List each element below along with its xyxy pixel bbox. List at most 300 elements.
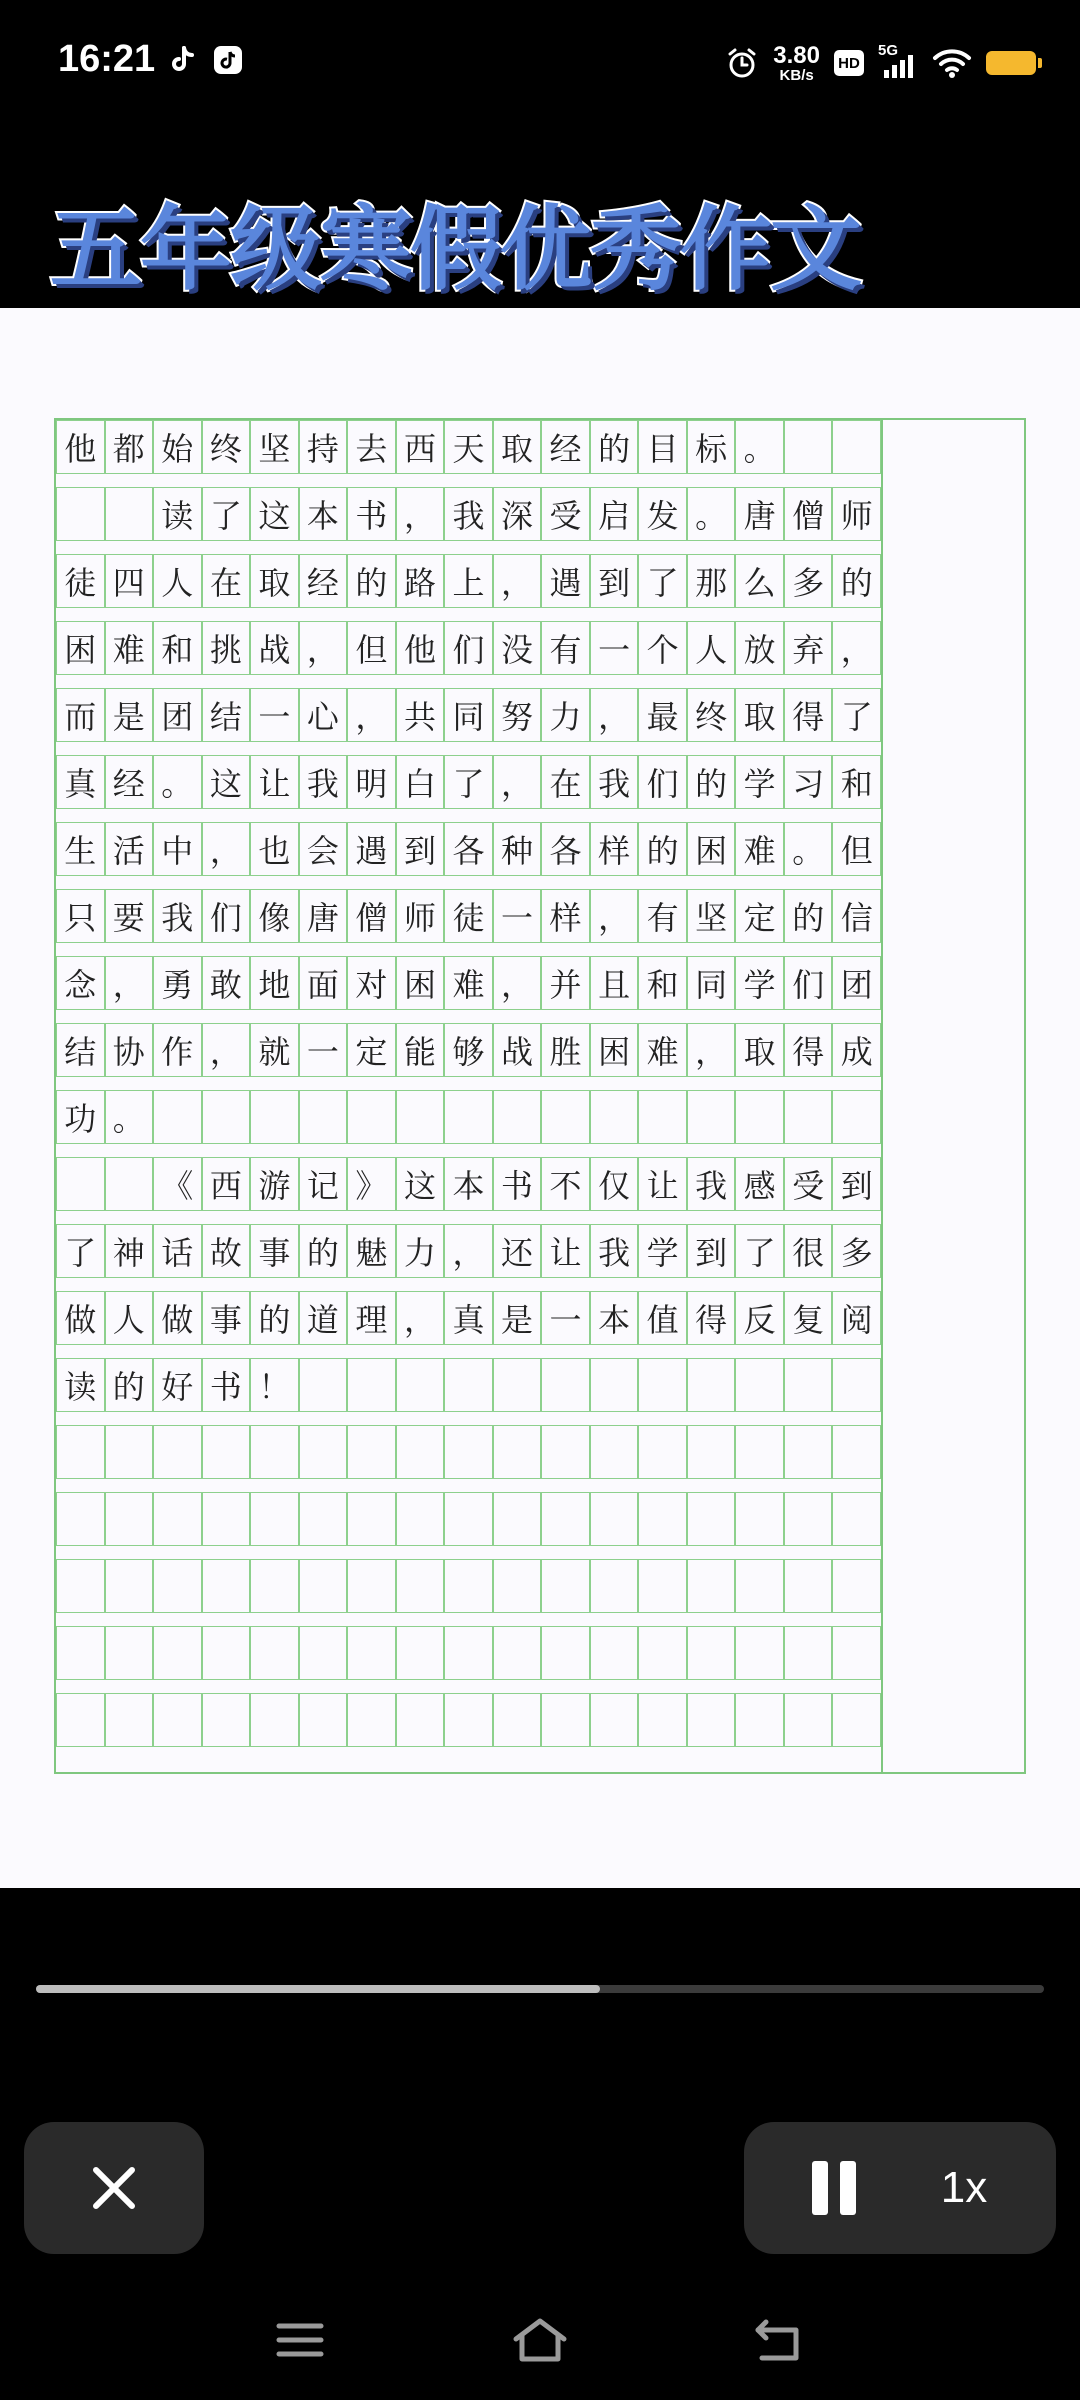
playback-speed-button[interactable]: 1x: [940, 2163, 988, 2212]
status-right-group: [725, 38, 1036, 88]
grid-cell: [687, 1559, 736, 1613]
grid-cell: 成: [832, 1023, 881, 1077]
grid-cell: 一: [590, 621, 639, 675]
grid-cell: [541, 1425, 590, 1479]
grid-cell: 困: [396, 956, 445, 1010]
grid-cell: 这: [396, 1157, 445, 1211]
grid-cell: 同: [444, 688, 493, 742]
grid-cell: [153, 1090, 202, 1144]
music-app-icon: [212, 44, 244, 76]
grid-cell: 故: [202, 1224, 251, 1278]
grid-cell: 困: [590, 1023, 639, 1077]
grid-row: [56, 1157, 881, 1211]
grid-cell: 难: [105, 621, 154, 675]
grid-cell: [299, 1425, 348, 1479]
grid-cell: [784, 420, 833, 474]
grid-cell: [541, 1693, 590, 1747]
grid-cell: 能: [396, 1023, 445, 1077]
grid-cell: 理: [347, 1291, 396, 1345]
grid-cell: 的: [250, 1291, 299, 1345]
grid-cell: 困: [687, 822, 736, 876]
grid-cell: [444, 1425, 493, 1479]
grid-cell: [638, 1425, 687, 1479]
grid-cell: [250, 1559, 299, 1613]
grid-cell: 的: [590, 420, 639, 474]
pause-icon: [812, 2161, 828, 2215]
grid-cell: 且: [590, 956, 639, 1010]
grid-cell: 放: [735, 621, 784, 675]
grid-cell: 发: [638, 487, 687, 541]
system-nav-bar: [0, 2290, 1080, 2400]
grid-cell: [444, 1626, 493, 1680]
grid-cell: 去: [347, 420, 396, 474]
grid-cell: 终: [202, 420, 251, 474]
grid-cell: [493, 1425, 542, 1479]
video-banner: [0, 126, 1080, 308]
grid-cell: [396, 1358, 445, 1412]
grid-cell: 够: [444, 1023, 493, 1077]
grid-cell: 神: [105, 1224, 154, 1278]
grid-cell: 书: [493, 1157, 542, 1211]
grid-cell: [735, 1693, 784, 1747]
grid-cell: 受: [541, 487, 590, 541]
grid-cell: [347, 1492, 396, 1546]
grid-cell: [735, 1425, 784, 1479]
grid-cell: 最: [638, 688, 687, 742]
grid-cell: 困: [56, 621, 105, 675]
grid-cell: 师: [832, 487, 881, 541]
grid-cell: 师: [396, 889, 445, 943]
grid-cell: 了: [202, 487, 251, 541]
grid-cell: [250, 1090, 299, 1144]
close-button[interactable]: [24, 2122, 204, 2254]
grid-cell: 只: [56, 889, 105, 943]
grid-cell: 好: [153, 1358, 202, 1412]
grid-cell: 。: [784, 822, 833, 876]
grid-cell: 了: [56, 1224, 105, 1278]
pause-icon-bar: [840, 2161, 856, 2215]
grid-cell: 有: [638, 889, 687, 943]
net-speed-unit: KB/s: [779, 66, 814, 84]
grid-cell: 面: [299, 956, 348, 1010]
grid-row: [56, 688, 881, 742]
grid-cell: 这: [202, 755, 251, 809]
grid-cell: [687, 1090, 736, 1144]
grid-cell: 读: [56, 1358, 105, 1412]
grid-cell: 遇: [541, 554, 590, 608]
grid-cell: [832, 1626, 881, 1680]
grid-cell: 道: [299, 1291, 348, 1345]
grid-cell: [299, 1358, 348, 1412]
grid-cell: 学: [735, 755, 784, 809]
grid-row: [56, 1425, 881, 1479]
grid-cell: 定: [347, 1023, 396, 1077]
grid-cell: 上: [444, 554, 493, 608]
grid-cell: 种: [493, 822, 542, 876]
banner-title: 五年级寒假优秀作文: [50, 196, 861, 303]
grid-cell: [153, 1693, 202, 1747]
grid-cell: 们: [444, 621, 493, 675]
grid-cell: 了: [735, 1224, 784, 1278]
grid-cell: [153, 1425, 202, 1479]
grid-cell: [347, 1425, 396, 1479]
hd-badge: HD: [834, 50, 864, 76]
grid-cell: [638, 1090, 687, 1144]
grid-cell: [153, 1559, 202, 1613]
grid-cell: 一: [299, 1023, 348, 1077]
grid-cell: [541, 1492, 590, 1546]
grid-cell: 的: [687, 755, 736, 809]
grid-cell: [153, 1492, 202, 1546]
grid-cell: 样: [541, 889, 590, 943]
grid-cell: 取: [250, 554, 299, 608]
grid-cell: 本: [299, 487, 348, 541]
grid-cell: 个: [638, 621, 687, 675]
grid-cell: ！: [250, 1358, 299, 1412]
grid-cell: ，: [590, 688, 639, 742]
grid-cell: 没: [493, 621, 542, 675]
grid-cell: 人: [153, 554, 202, 608]
grid-cell: 们: [202, 889, 251, 943]
grid-cell: 唐: [299, 889, 348, 943]
menu-button[interactable]: [265, 2310, 335, 2370]
grid-row: [56, 1023, 881, 1077]
grid-cell: 坚: [687, 889, 736, 943]
grid-cell: 的: [105, 1358, 154, 1412]
grid-cell: 阅: [832, 1291, 881, 1345]
grid-cell: [299, 1492, 348, 1546]
grid-cell: 游: [250, 1157, 299, 1211]
grid-cell: 不: [541, 1157, 590, 1211]
grid-cell: 各: [444, 822, 493, 876]
grid-cell: [735, 1559, 784, 1613]
grid-cell: ，: [299, 621, 348, 675]
grid-cell: [299, 1559, 348, 1613]
grid-cell: [105, 1626, 154, 1680]
grid-cell: 启: [590, 487, 639, 541]
grid-cell: 多: [784, 554, 833, 608]
grid-cell: 事: [202, 1291, 251, 1345]
grid-cell: [202, 1425, 251, 1479]
signal-icon: [878, 42, 918, 80]
grid-cell: [56, 1157, 105, 1211]
grid-cell: [687, 1492, 736, 1546]
grid-cell: [202, 1693, 251, 1747]
grid-cell: 经: [299, 554, 348, 608]
grid-cell: 深: [493, 487, 542, 541]
grid-cell: 共: [396, 688, 445, 742]
grid-cell: [250, 1626, 299, 1680]
grid-cell: [105, 1425, 154, 1479]
grid-cell: [687, 1425, 736, 1479]
grid-cell: [347, 1090, 396, 1144]
grid-cell: [396, 1492, 445, 1546]
grid-cell: 我: [444, 487, 493, 541]
grid-cell: 目: [638, 420, 687, 474]
grid-cell: 们: [784, 956, 833, 1010]
grid-cell: 经: [105, 755, 154, 809]
grid-cell: [56, 1626, 105, 1680]
grid-cell: 值: [638, 1291, 687, 1345]
grid-cell: [105, 487, 154, 541]
grid-cell: 取: [493, 420, 542, 474]
grid-cell: 记: [299, 1157, 348, 1211]
grid-row: [56, 1693, 881, 1747]
grid-cell: 僧: [784, 487, 833, 541]
grid-cell: [202, 1559, 251, 1613]
grid-cell: 徒: [56, 554, 105, 608]
grid-cell: [105, 1492, 154, 1546]
grid-cell: 做: [56, 1291, 105, 1345]
grid-cell: 反: [735, 1291, 784, 1345]
grid-cell: 了: [832, 688, 881, 742]
grid-cell: 得: [784, 688, 833, 742]
grid-cell: 定: [735, 889, 784, 943]
grid-cell: 坚: [250, 420, 299, 474]
grid-row: [56, 554, 881, 608]
grid-row: [56, 1358, 881, 1412]
grid-cell: 明: [347, 755, 396, 809]
grid-cell: 各: [541, 822, 590, 876]
grid-cell: 力: [541, 688, 590, 742]
grid-cell: 活: [105, 822, 154, 876]
grid-cell: [493, 1492, 542, 1546]
grid-cell: [493, 1090, 542, 1144]
grid-cell: 很: [784, 1224, 833, 1278]
grid-cell: 让: [250, 755, 299, 809]
grid-cell: 我: [299, 755, 348, 809]
grid-cell: 了: [638, 554, 687, 608]
grid-cell: ，: [202, 1023, 251, 1077]
grid-cell: [347, 1693, 396, 1747]
grid-cell: [105, 1559, 154, 1613]
grid-cell: 么: [735, 554, 784, 608]
menu-icon: [275, 2320, 325, 2360]
grid-cell: ，: [832, 621, 881, 675]
grid-cell: 本: [590, 1291, 639, 1345]
grid-cell: 就: [250, 1023, 299, 1077]
grid-cell: 遇: [347, 822, 396, 876]
grid-cell: 复: [784, 1291, 833, 1345]
grid-cell: [299, 1693, 348, 1747]
grid-cell: [541, 1559, 590, 1613]
grid-cell: 都: [105, 420, 154, 474]
grid-cell: 对: [347, 956, 396, 1010]
grid-cell: 持: [299, 420, 348, 474]
grid-cell: [347, 1559, 396, 1613]
grid-cell: 信: [832, 889, 881, 943]
grid-cell: [541, 1090, 590, 1144]
grid-cell: 我: [687, 1157, 736, 1211]
grid-cell: 战: [493, 1023, 542, 1077]
close-icon: [90, 2164, 138, 2212]
grid-cell: [493, 1358, 542, 1412]
grid-row: [56, 487, 881, 541]
back-button[interactable]: [745, 2310, 815, 2370]
grid-cell: [202, 1090, 251, 1144]
grid-cell: [56, 1693, 105, 1747]
back-icon: [752, 2316, 808, 2364]
video-progress-bar[interactable]: [36, 1985, 1044, 1993]
grid-cell: 终: [687, 688, 736, 742]
margin-line: [881, 420, 883, 1772]
grid-cell: [735, 1492, 784, 1546]
grid-cell: [347, 1358, 396, 1412]
status-bar: [0, 0, 1080, 126]
grid-cell: 。: [735, 420, 784, 474]
grid-cell: 一: [541, 1291, 590, 1345]
grid-cell: [444, 1492, 493, 1546]
battery-icon: [986, 51, 1036, 75]
grid-cell: 团: [153, 688, 202, 742]
grid-cell: 挑: [202, 621, 251, 675]
grid-cell: 书: [202, 1358, 251, 1412]
grid-cell: 像: [250, 889, 299, 943]
grid-cell: 协: [105, 1023, 154, 1077]
status-time: 16:21: [58, 38, 156, 80]
grid-cell: 。: [105, 1090, 154, 1144]
grid-cell: [638, 1559, 687, 1613]
grid-cell: 人: [687, 621, 736, 675]
grid-cell: 仅: [590, 1157, 639, 1211]
grid-cell: [784, 1425, 833, 1479]
grid-cell: 会: [299, 822, 348, 876]
grid-cell: 功: [56, 1090, 105, 1144]
grid-cell: 唐: [735, 487, 784, 541]
grid-cell: [250, 1492, 299, 1546]
grid-cell: 但: [347, 621, 396, 675]
grid-cell: 这: [250, 487, 299, 541]
grid-cell: [56, 487, 105, 541]
grid-cell: 努: [493, 688, 542, 742]
grid-row: [56, 889, 881, 943]
grid-cell: 让: [638, 1157, 687, 1211]
grid-cell: 同: [687, 956, 736, 1010]
grid-cell: 西: [202, 1157, 251, 1211]
grid-cell: 结: [202, 688, 251, 742]
grid-cell: [784, 1492, 833, 1546]
grid-cell: [735, 1090, 784, 1144]
grid-cell: 西: [396, 420, 445, 474]
grid-cell: [590, 1626, 639, 1680]
grid-cell: ，: [202, 822, 251, 876]
composition-sheet: [54, 418, 1026, 1774]
grid-cell: 我: [153, 889, 202, 943]
grid-cell: [396, 1090, 445, 1144]
grid-cell: 始: [153, 420, 202, 474]
home-button[interactable]: [505, 2310, 575, 2370]
grid-cell: [56, 1425, 105, 1479]
grid-cell: 让: [541, 1224, 590, 1278]
grid-cell: [56, 1492, 105, 1546]
wifi-icon: [932, 47, 972, 79]
grid-cell: [396, 1559, 445, 1613]
grid-cell: [832, 420, 881, 474]
grid-cell: 我: [590, 1224, 639, 1278]
grid-cell: [590, 1492, 639, 1546]
grid-cell: 也: [250, 822, 299, 876]
grid-cell: 话: [153, 1224, 202, 1278]
composition-grid: [56, 420, 881, 1760]
grid-cell: 得: [784, 1023, 833, 1077]
grid-cell: 弃: [784, 621, 833, 675]
grid-cell: 和: [832, 755, 881, 809]
grid-cell: [784, 1626, 833, 1680]
grid-cell: [396, 1626, 445, 1680]
grid-row: [56, 1090, 881, 1144]
grid-cell: [396, 1425, 445, 1479]
grid-cell: 到: [687, 1224, 736, 1278]
grid-cell: 习: [784, 755, 833, 809]
grid-row: [56, 1291, 881, 1345]
grid-row: [56, 1626, 881, 1680]
grid-cell: [493, 1626, 542, 1680]
grid-cell: 天: [444, 420, 493, 474]
grid-cell: 真: [56, 755, 105, 809]
grid-cell: 难: [735, 822, 784, 876]
grid-cell: 取: [735, 1023, 784, 1077]
pause-button[interactable]: [802, 2156, 866, 2220]
grid-cell: 是: [105, 688, 154, 742]
grid-cell: [735, 1626, 784, 1680]
grid-cell: [202, 1626, 251, 1680]
grid-cell: 得: [687, 1291, 736, 1345]
grid-cell: 中: [153, 822, 202, 876]
grid-cell: 路: [396, 554, 445, 608]
grid-cell: [687, 1626, 736, 1680]
grid-cell: [784, 1693, 833, 1747]
grid-cell: 勇: [153, 956, 202, 1010]
grid-cell: 。: [153, 755, 202, 809]
grid-cell: 到: [396, 822, 445, 876]
grid-cell: 并: [541, 956, 590, 1010]
grid-cell: 一: [250, 688, 299, 742]
grid-cell: 他: [56, 420, 105, 474]
grid-cell: 一: [493, 889, 542, 943]
grid-cell: 念: [56, 956, 105, 1010]
grid-cell: 白: [396, 755, 445, 809]
grid-cell: [105, 1693, 154, 1747]
grid-cell: 生: [56, 822, 105, 876]
grid-cell: 作: [153, 1023, 202, 1077]
grid-cell: [202, 1492, 251, 1546]
grid-cell: [444, 1090, 493, 1144]
grid-cell: 僧: [347, 889, 396, 943]
grid-cell: [493, 1693, 542, 1747]
grid-cell: 结: [56, 1023, 105, 1077]
grid-cell: 本: [444, 1157, 493, 1211]
grid-cell: [832, 1358, 881, 1412]
grid-cell: [590, 1358, 639, 1412]
alarm-icon: [725, 46, 759, 80]
grid-cell: ，: [396, 1291, 445, 1345]
grid-cell: 多: [832, 1224, 881, 1278]
grid-cell: 在: [202, 554, 251, 608]
grid-cell: 的: [784, 889, 833, 943]
grid-cell: ，: [687, 1023, 736, 1077]
grid-cell: [444, 1693, 493, 1747]
playback-controls: [744, 2122, 1056, 2254]
grid-cell: [590, 1425, 639, 1479]
grid-cell: 》: [347, 1157, 396, 1211]
grid-cell: [250, 1425, 299, 1479]
grid-cell: ，: [493, 956, 542, 1010]
grid-cell: 团: [832, 956, 881, 1010]
grid-cell: 但: [832, 822, 881, 876]
grid-cell: 。: [687, 487, 736, 541]
grid-cell: [832, 1492, 881, 1546]
grid-cell: [541, 1626, 590, 1680]
